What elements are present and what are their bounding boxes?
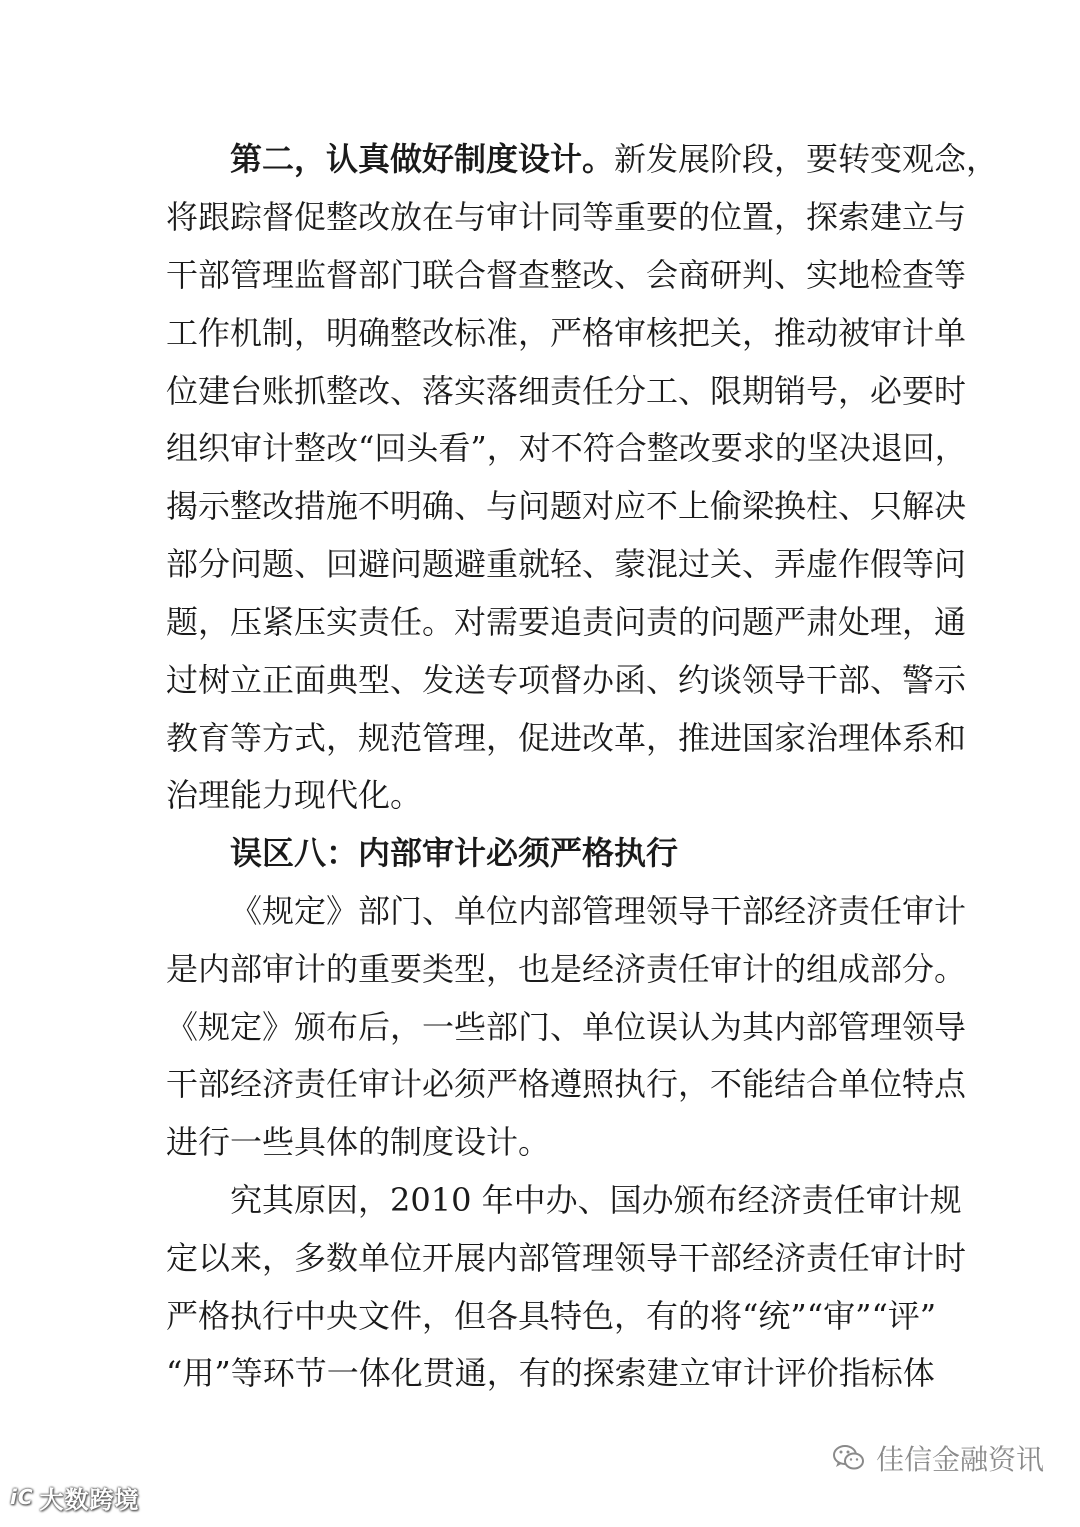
paragraph-line: 《规定》部门、单位内部管理领导干部经济责任审计 bbox=[230, 892, 967, 930]
section-heading: 误区八：内部审计必须严格执行 bbox=[230, 834, 679, 872]
line-text: 新发展阶段，要转变观念， bbox=[614, 140, 999, 178]
paragraph-line: 教育等方式，规范管理，促进改革，推进国家治理体系和 bbox=[166, 719, 967, 757]
paragraph-line: 治理能力现代化。 bbox=[166, 776, 423, 814]
paragraph-line: 工作机制，明确整改标准，严格审核把关，推动被审计单 bbox=[166, 314, 967, 352]
wechat-account-name: 佳信金融资讯 bbox=[875, 1443, 1044, 1476]
wechat-account-watermark bbox=[832, 1438, 1044, 1478]
paragraph-line bbox=[230, 139, 999, 179]
paragraph-line: 严格执行中央文件，但各具特色，有的将“统”“审”“评” bbox=[166, 1297, 937, 1335]
paragraph-line: 《规定》颁布后，一些部门、单位误认为其内部管理领导 bbox=[166, 1008, 967, 1046]
watermark-text: 大数跨境 bbox=[39, 1485, 140, 1514]
paragraph-line: 将跟踪督促整改放在与审计同等重要的位置，探索建立与 bbox=[166, 198, 967, 236]
emphasis-lead: 第二，认真做好制度设计。 bbox=[230, 140, 615, 178]
paragraph-line: 究其原因，2010 年中办、国办颁布经济责任审计规 bbox=[230, 1181, 962, 1219]
paragraph-line: 是内部审计的重要类型，也是经济责任审计的组成部分。 bbox=[166, 950, 967, 988]
paragraph-line: “用”等环节一体化贯通，有的探索建立审计评价指标体 bbox=[166, 1354, 935, 1392]
paragraph-line: 干部管理监督部门联合督查整改、会商研判、实地检查等 bbox=[166, 256, 967, 294]
source-watermark bbox=[10, 1480, 140, 1514]
watermark-logo: iC bbox=[10, 1485, 34, 1509]
paragraph-line: 组织审计整改“回头看”，对不符合整改要求的坚决退回， bbox=[166, 429, 967, 467]
paragraph-line: 定以来，多数单位开展内部管理领导干部经济责任审计时 bbox=[166, 1239, 967, 1277]
paragraph-line: 揭示整改措施不明确、与问题对应不上偷梁换柱、只解决 bbox=[166, 487, 967, 525]
paragraph-line: 过树立正面典型、发送专项督办函、约谈领导干部、警示 bbox=[166, 661, 967, 699]
paragraph-line: 位建台账抓整改、落实落细责任分工、限期销号，必要时 bbox=[166, 372, 967, 410]
paragraph-line: 进行一些具体的制度设计。 bbox=[166, 1123, 551, 1161]
paragraph-line: 干部经济责任审计必须严格遵照执行，不能结合单位特点 bbox=[166, 1065, 967, 1103]
paragraph-line: 题，压紧压实责任。对需要追责问责的问题严肃处理，通 bbox=[166, 603, 967, 641]
wechat-icon bbox=[832, 1443, 866, 1473]
paragraph-line: 部分问题、回避问题避重就轻、蒙混过关、弄虚作假等问 bbox=[166, 545, 967, 583]
